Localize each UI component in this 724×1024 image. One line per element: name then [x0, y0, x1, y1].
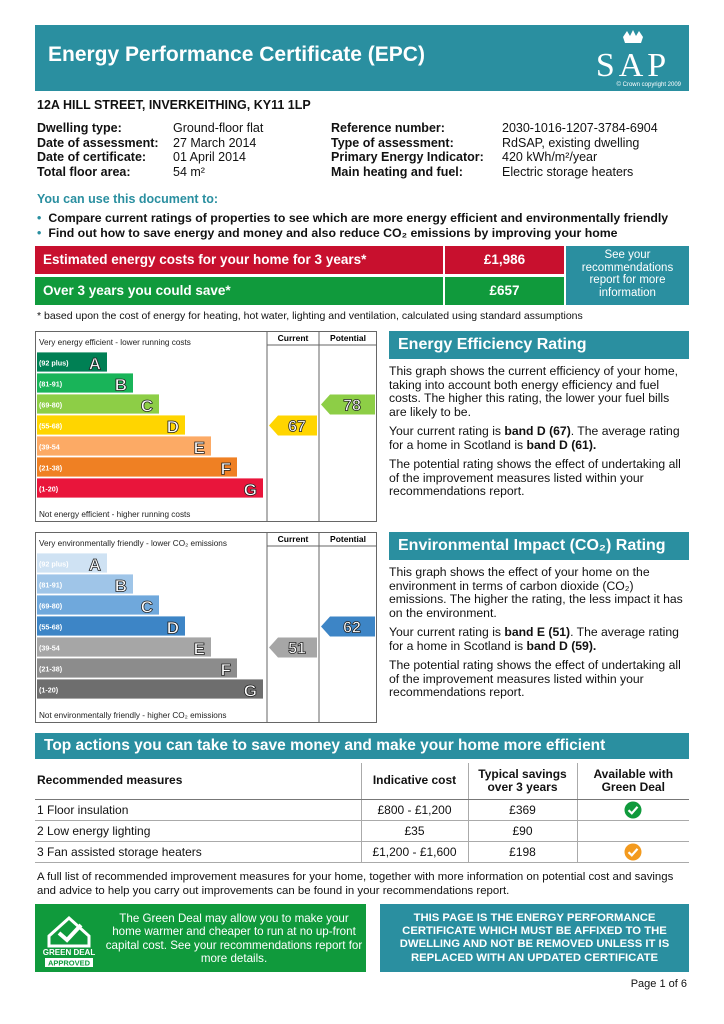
current-rating-value: 67 — [288, 418, 306, 436]
detail-value: Ground-floor flat — [173, 121, 264, 135]
detail-row — [331, 165, 658, 180]
detail-value: RdSAP, existing dwelling — [502, 135, 640, 150]
efficiency-p3: The potential rating shows the effect of undertaking all of the improvement measures listed within your recommendations report. — [389, 457, 681, 498]
detail-row — [37, 121, 263, 136]
green-deal-text: The Green Deal may allow you to make your home warmer and cheaper to run at no up-front capital cost. See your recommendations report for more details. — [105, 912, 363, 965]
detail-row — [37, 165, 263, 180]
band-letter-d: D — [166, 417, 179, 437]
measure-name: 3 Fan assisted storage heaters — [35, 841, 361, 862]
page-number: Page 1 of 6 — [630, 978, 687, 990]
measure-cost: £1,200 - £1,600 — [361, 841, 468, 862]
environment-p1: This graph shows the effect of your home on the environment in terms of carbon dioxide (CO₂) emissions. The higher the rating, the less impact it has on the environment. — [389, 565, 683, 620]
potential-header: Potential — [330, 333, 366, 343]
band-range-b: (81-91) — [39, 580, 63, 590]
sap-logo — [583, 29, 683, 87]
band-range-c: (69-80) — [39, 400, 63, 410]
environment-text — [389, 566, 689, 706]
measure-cost: £800 - £1,200 — [361, 799, 468, 820]
detail-value: Electric storage heaters — [502, 164, 634, 179]
green-deal-box — [35, 904, 366, 972]
band-range-a: (92 plus) — [39, 559, 69, 569]
environment-p3: The potential rating shows the effect of undertaking all of the improvement measures listed within your recommendations report. — [389, 658, 681, 699]
detail-key: Primary Energy Indicator: — [331, 150, 484, 164]
band-letter-b: B — [114, 375, 127, 395]
measures-table — [35, 763, 689, 863]
table-row — [35, 841, 689, 862]
measure-name: 2 Low energy lighting — [35, 820, 361, 841]
chart-top-label: Very environmentally friendly - lower CO₂ emissions — [39, 539, 227, 548]
detail-key: Date of certificate: — [37, 150, 147, 164]
page-title: Energy Performance Certificate (EPC) — [48, 43, 425, 66]
estimated-cost-label: Estimated energy costs for your home for 3 years* — [35, 246, 443, 274]
detail-row — [331, 121, 658, 136]
crown-copyright: © Crown copyright 2009 — [616, 82, 681, 88]
band-bar-g — [37, 679, 263, 701]
details-left — [37, 121, 263, 179]
measure-name: 1 Floor insulation — [35, 799, 361, 820]
band-letter-f: F — [220, 459, 231, 479]
band-letter-c: C — [140, 396, 153, 416]
bullet-item: • Find out how to save energy and money and also reduce CO₂ emissions by improving your home — [37, 226, 668, 241]
detail-key: Main heating and fuel: — [331, 164, 463, 179]
band-range-a: (92 plus) — [39, 358, 69, 368]
use-document-heading: You can use this document to: — [37, 192, 219, 206]
band-range-c: (69-80) — [39, 601, 63, 611]
band-range-f: (21-38) — [39, 463, 63, 473]
detail-key: Date of assessment: — [37, 135, 159, 150]
band-bar-e — [37, 637, 211, 659]
sap-logo-text: SAP — [595, 47, 671, 84]
table-row — [35, 820, 689, 841]
band-range-e: (39-54 — [39, 442, 60, 452]
environmental-impact-chart — [35, 532, 377, 723]
col-header-measure: Recommended measures — [35, 763, 361, 799]
house-check-icon — [49, 918, 89, 946]
environment-p2: Your current rating is band E (51). The average rating for a home in Scotland is band D (59). — [389, 625, 679, 653]
epc-header — [35, 25, 689, 91]
detail-key: Total floor area: — [37, 164, 131, 179]
band-range-d: (55-68) — [39, 421, 63, 431]
current-header: Current — [277, 534, 309, 544]
check-circle-icon — [624, 801, 642, 819]
chart-bottom-label: Not environmentally friendly - higher CO₂ emissions — [39, 711, 227, 720]
chart-top-label: Very energy efficient - lower running costs — [39, 338, 191, 347]
measure-cost: £35 — [361, 820, 468, 841]
svg-text:GREEN DEAL: GREEN DEAL — [42, 948, 96, 957]
green-deal-cell — [577, 841, 689, 862]
efficiency-text — [389, 365, 689, 505]
measure-savings: £198 — [468, 841, 577, 862]
affix-notice: THIS PAGE IS THE ENERGY PERFORMANCE CERTIFICATE WHICH MUST BE AFFIXED TO THE DWELLING AND NOT BE REMOVED UNLESS IT IS REPLACED WITH AN UPDATED CERTIFICATE — [380, 904, 689, 972]
savings-label: Over 3 years you could save* — [35, 277, 443, 305]
band-letter-f: F — [220, 660, 231, 680]
estimated-cost-value: £1,986 — [445, 246, 564, 274]
chart-bottom-label: Not energy efficient - higher running costs — [39, 510, 191, 519]
detail-key: Type of assessment: — [331, 135, 454, 150]
col-header-green-deal: Available with Green Deal — [577, 763, 689, 799]
band-range-d: (55-68) — [39, 622, 63, 632]
table-row — [35, 799, 689, 820]
col-header-savings: Typical savings over 3 years — [468, 763, 577, 799]
band-range-g: (1-20) — [39, 484, 59, 494]
efficiency-p1: This graph shows the current efficiency of your home, taking into account both energy efficiency and fuel costs. The higher this rating, the lower your fuel bills are likely to be. — [389, 364, 679, 419]
col-header-cost: Indicative cost — [361, 763, 468, 799]
band-range-g: (1-20) — [39, 685, 59, 695]
detail-value: 27 March 2014 — [173, 135, 257, 150]
energy-efficiency-chart — [35, 331, 377, 522]
band-letter-c: C — [140, 597, 153, 617]
potential-rating-value: 62 — [343, 619, 361, 637]
property-address: 12A HILL STREET, INVERKEITHING, KY11 1LP — [37, 98, 311, 112]
band-letter-g: G — [243, 681, 257, 701]
efficiency-heading: Energy Efficiency Rating — [389, 331, 689, 359]
band-letter-a: A — [88, 354, 101, 374]
band-bar-f — [37, 658, 237, 680]
bullet-item: • Compare current ratings of properties to see which are more energy efficient and environmentally friendly — [37, 211, 668, 226]
detail-row — [331, 150, 658, 165]
efficiency-p2: Your current rating is band D (67). The average rating for a home in Scotland is band D (61). — [389, 424, 680, 452]
measure-savings: £369 — [468, 799, 577, 820]
details-right — [331, 121, 658, 179]
band-bar-f — [37, 457, 237, 479]
detail-value: 420 kWh/m²/year — [502, 150, 598, 164]
cost-footnote: * based upon the cost of energy for heating, hot water, lighting and ventilation, calculated using standard assumptions — [37, 310, 583, 322]
svg-text:APPROVED: APPROVED — [47, 958, 91, 968]
band-range-f: (21-38) — [39, 664, 63, 674]
detail-row — [37, 150, 263, 165]
full-list-note: A full list of recommended improvement measures for your home, together with more information on potential cost and savings and advice to help you carry out improvements can be found in your recommendations report. — [37, 871, 674, 897]
recommendations-note: See your recommendations report for more information — [566, 246, 689, 305]
detail-row — [331, 136, 658, 151]
band-range-e: (39-54 — [39, 643, 60, 653]
detail-value: 54 m² — [173, 164, 205, 179]
potential-header: Potential — [330, 534, 366, 544]
band-letter-d: D — [166, 618, 179, 638]
current-rating-value: 51 — [288, 640, 306, 658]
band-letter-a: A — [88, 555, 101, 575]
top-actions-heading: Top actions you can take to save money and make your home more efficient — [35, 733, 689, 759]
current-header: Current — [277, 333, 309, 343]
check-circle-icon — [624, 843, 642, 861]
measure-savings: £90 — [468, 820, 577, 841]
crown-icon — [623, 30, 643, 43]
band-bar-e — [37, 436, 211, 458]
band-letter-e: E — [193, 438, 205, 458]
green-deal-approved-logo — [39, 908, 99, 968]
environment-heading: Environmental Impact (CO₂) Rating — [389, 532, 689, 560]
band-letter-b: B — [114, 576, 127, 596]
use-bullets — [37, 211, 668, 240]
band-letter-e: E — [193, 639, 205, 659]
band-range-b: (81-91) — [39, 379, 63, 389]
band-bar-g — [37, 478, 263, 500]
detail-key: Reference number: — [331, 121, 445, 135]
band-letter-g: G — [243, 480, 257, 500]
detail-value: 2030-1016-1207-3784-6904 — [502, 121, 658, 135]
detail-row — [37, 136, 263, 151]
detail-key: Dwelling type: — [37, 121, 122, 135]
savings-value: £657 — [445, 277, 564, 305]
measures-header-row — [35, 763, 689, 799]
detail-value: 01 April 2014 — [173, 150, 246, 164]
green-deal-cell — [577, 820, 689, 841]
green-deal-cell — [577, 799, 689, 820]
potential-rating-value: 78 — [343, 397, 361, 415]
